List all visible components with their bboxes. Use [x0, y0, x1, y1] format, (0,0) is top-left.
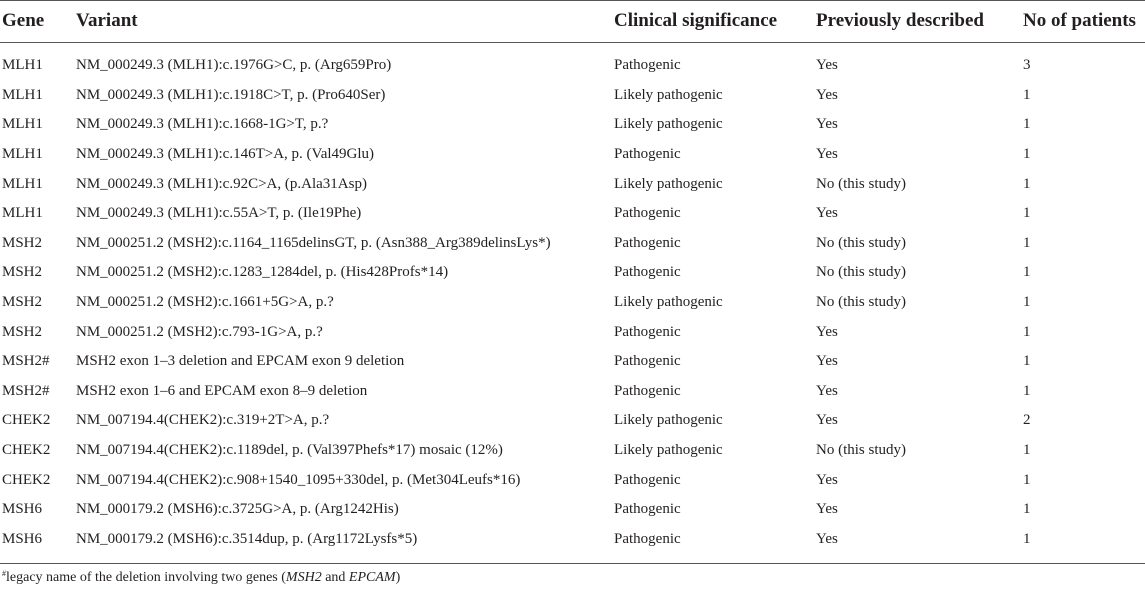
cell-clinical-significance: Pathogenic — [614, 382, 681, 399]
cell-previously-described: Yes — [816, 382, 838, 399]
cell-gene: MLH1 — [2, 86, 43, 103]
table-row — [0, 406, 1145, 436]
cell-variant: NM_000249.3 (MLH1):c.1918C>T, p. (Pro640Ser) — [76, 86, 386, 103]
cell-gene: MSH2 — [2, 234, 43, 251]
cell-clinical-significance: Likely pathogenic — [614, 86, 723, 103]
table-body — [0, 43, 1145, 555]
table-row — [0, 525, 1145, 555]
cell-no-of-patients: 1 — [1023, 234, 1031, 251]
cell-gene: MSH2# — [2, 382, 50, 399]
header-no-of-patients: No of patients — [1021, 0, 1145, 43]
cell-previously-described: Yes — [816, 146, 838, 163]
table-row — [0, 465, 1145, 495]
table-row — [0, 288, 1145, 318]
cell-variant: NM_000249.3 (MLH1):c.55A>T, p. (Ile19Phe) — [76, 205, 362, 222]
cell-variant: NM_000249.3 (MLH1):c.146T>A, p. (Val49Glu) — [76, 146, 375, 163]
cell-gene: MLH1 — [2, 57, 43, 74]
table-header — [0, 0, 1145, 43]
cell-no-of-patients: 1 — [1023, 294, 1031, 311]
footnote-and: and — [321, 570, 349, 585]
cell-gene: CHEK2 — [2, 442, 51, 459]
cell-clinical-significance: Likely pathogenic — [614, 116, 723, 133]
cell-gene: MLH1 — [2, 205, 43, 222]
footnote-text-before: legacy name of the deletion involving two genes ( — [6, 570, 286, 585]
table-row — [0, 317, 1145, 347]
cell-gene: MSH2 — [2, 294, 43, 311]
cell-gene: MLH1 — [2, 175, 43, 192]
cell-clinical-significance: Pathogenic — [614, 146, 681, 163]
cell-no-of-patients: 1 — [1023, 382, 1031, 399]
footnote-mark: # — [2, 569, 6, 578]
cell-clinical-significance: Likely pathogenic — [614, 442, 723, 459]
table-row — [0, 229, 1145, 259]
cell-variant: MSH2 exon 1–3 deletion and EPCAM exon 9 deletion — [76, 353, 405, 370]
cell-variant: NM_007194.4(CHEK2):c.319+2T>A, p.? — [76, 412, 330, 429]
cell-clinical-significance: Pathogenic — [614, 234, 681, 251]
cell-previously-described: Yes — [816, 205, 838, 222]
table-row — [0, 169, 1145, 199]
cell-gene: MSH2 — [2, 264, 43, 281]
footnote — [2, 569, 400, 586]
cell-no-of-patients: 1 — [1023, 146, 1031, 163]
cell-gene: MLH1 — [2, 146, 43, 163]
cell-clinical-significance: Pathogenic — [614, 264, 681, 281]
cell-no-of-patients: 1 — [1023, 205, 1031, 222]
header-variant: Variant — [74, 0, 612, 43]
cell-variant: NM_000249.3 (MLH1):c.1976G>C, p. (Arg659Pro) — [76, 57, 392, 74]
header-previously-described: Previously described — [814, 0, 1021, 43]
cell-previously-described: No (this study) — [816, 234, 906, 251]
cell-previously-described: Yes — [816, 501, 838, 518]
cell-variant: NM_000249.3 (MLH1):c.92C>A, (p.Ala31Asp) — [76, 175, 367, 192]
cell-variant: NM_000251.2 (MSH2):c.1164_1165delinsGT, p. (Asn388_Arg389delinsLys*) — [76, 234, 551, 251]
cell-variant: NM_000251.2 (MSH2):c.1283_1284del, p. (His428Profs*14) — [76, 264, 449, 281]
cell-clinical-significance: Pathogenic — [614, 57, 681, 74]
table-row — [0, 347, 1145, 377]
cell-no-of-patients: 1 — [1023, 471, 1031, 488]
cell-previously-described: No (this study) — [816, 175, 906, 192]
table-row — [0, 436, 1145, 466]
cell-clinical-significance: Likely pathogenic — [614, 412, 723, 429]
table-row — [0, 258, 1145, 288]
cell-previously-described: No (this study) — [816, 294, 906, 311]
cell-clinical-significance: Pathogenic — [614, 205, 681, 222]
footnote-gene-a: MSH2 — [285, 570, 322, 585]
cell-gene: MSH2# — [2, 353, 50, 370]
cell-variant: NM_000179.2 (MSH6):c.3514dup, p. (Arg1172Lysfs*5) — [76, 530, 418, 547]
cell-no-of-patients: 1 — [1023, 501, 1031, 518]
table-row — [0, 495, 1145, 525]
cell-gene: MSH6 — [2, 501, 43, 518]
header-clinical-significance: Clinical significance — [612, 0, 814, 43]
cell-variant: NM_000251.2 (MSH2):c.1661+5G>A, p.? — [76, 294, 334, 311]
cell-previously-described: Yes — [816, 530, 838, 547]
footnote-gene-b: EPCAM — [348, 570, 396, 585]
cell-no-of-patients: 1 — [1023, 116, 1031, 133]
cell-previously-described: Yes — [816, 412, 838, 429]
cell-variant: NM_000249.3 (MLH1):c.1668-1G>T, p.? — [76, 116, 329, 133]
cell-variant: MSH2 exon 1–6 and EPCAM exon 8–9 deletion — [76, 382, 368, 399]
cell-no-of-patients: 1 — [1023, 264, 1031, 281]
cell-no-of-patients: 1 — [1023, 86, 1031, 103]
footnote-text-after: ) — [395, 570, 401, 585]
cell-variant: NM_000179.2 (MSH6):c.3725G>A, p. (Arg1242His) — [76, 501, 399, 518]
cell-gene: MSH2 — [2, 323, 43, 340]
header-gene: Gene — [0, 0, 74, 43]
cell-no-of-patients: 1 — [1023, 323, 1031, 340]
cell-previously-described: Yes — [816, 323, 838, 340]
table-row — [0, 199, 1145, 229]
cell-previously-described: No (this study) — [816, 442, 906, 459]
cell-no-of-patients: 1 — [1023, 353, 1031, 370]
bottom-rule — [0, 563, 1145, 564]
cell-no-of-patients: 2 — [1023, 412, 1031, 429]
cell-clinical-significance: Pathogenic — [614, 471, 681, 488]
table-row — [0, 81, 1145, 111]
cell-previously-described: Yes — [816, 86, 838, 103]
cell-previously-described: Yes — [816, 471, 838, 488]
cell-no-of-patients: 1 — [1023, 442, 1031, 459]
table-row — [0, 140, 1145, 170]
cell-gene: CHEK2 — [2, 471, 51, 488]
cell-gene: CHEK2 — [2, 412, 51, 429]
table-row — [0, 377, 1145, 407]
table-row — [0, 43, 1145, 81]
cell-no-of-patients: 1 — [1023, 175, 1031, 192]
cell-variant: NM_000251.2 (MSH2):c.793-1G>A, p.? — [76, 323, 323, 340]
cell-previously-described: Yes — [816, 57, 838, 74]
cell-previously-described: No (this study) — [816, 264, 906, 281]
cell-clinical-significance: Likely pathogenic — [614, 294, 723, 311]
cell-clinical-significance: Pathogenic — [614, 353, 681, 370]
cell-no-of-patients: 1 — [1023, 530, 1031, 547]
cell-variant: NM_007194.4(CHEK2):c.908+1540_1095+330del, p. (Met304Leufs*16) — [76, 471, 521, 488]
cell-clinical-significance: Likely pathogenic — [614, 175, 723, 192]
header-row — [0, 0, 1145, 43]
cell-gene: MLH1 — [2, 116, 43, 133]
table-row — [0, 110, 1145, 140]
cell-gene: MSH6 — [2, 530, 43, 547]
cell-variant: NM_007194.4(CHEK2):c.1189del, p. (Val397Phefs*17) mosaic (12%) — [76, 442, 503, 459]
cell-previously-described: Yes — [816, 116, 838, 133]
cell-previously-described: Yes — [816, 353, 838, 370]
cell-clinical-significance: Pathogenic — [614, 323, 681, 340]
cell-clinical-significance: Pathogenic — [614, 501, 681, 518]
cell-no-of-patients: 3 — [1023, 57, 1031, 74]
cell-clinical-significance: Pathogenic — [614, 530, 681, 547]
